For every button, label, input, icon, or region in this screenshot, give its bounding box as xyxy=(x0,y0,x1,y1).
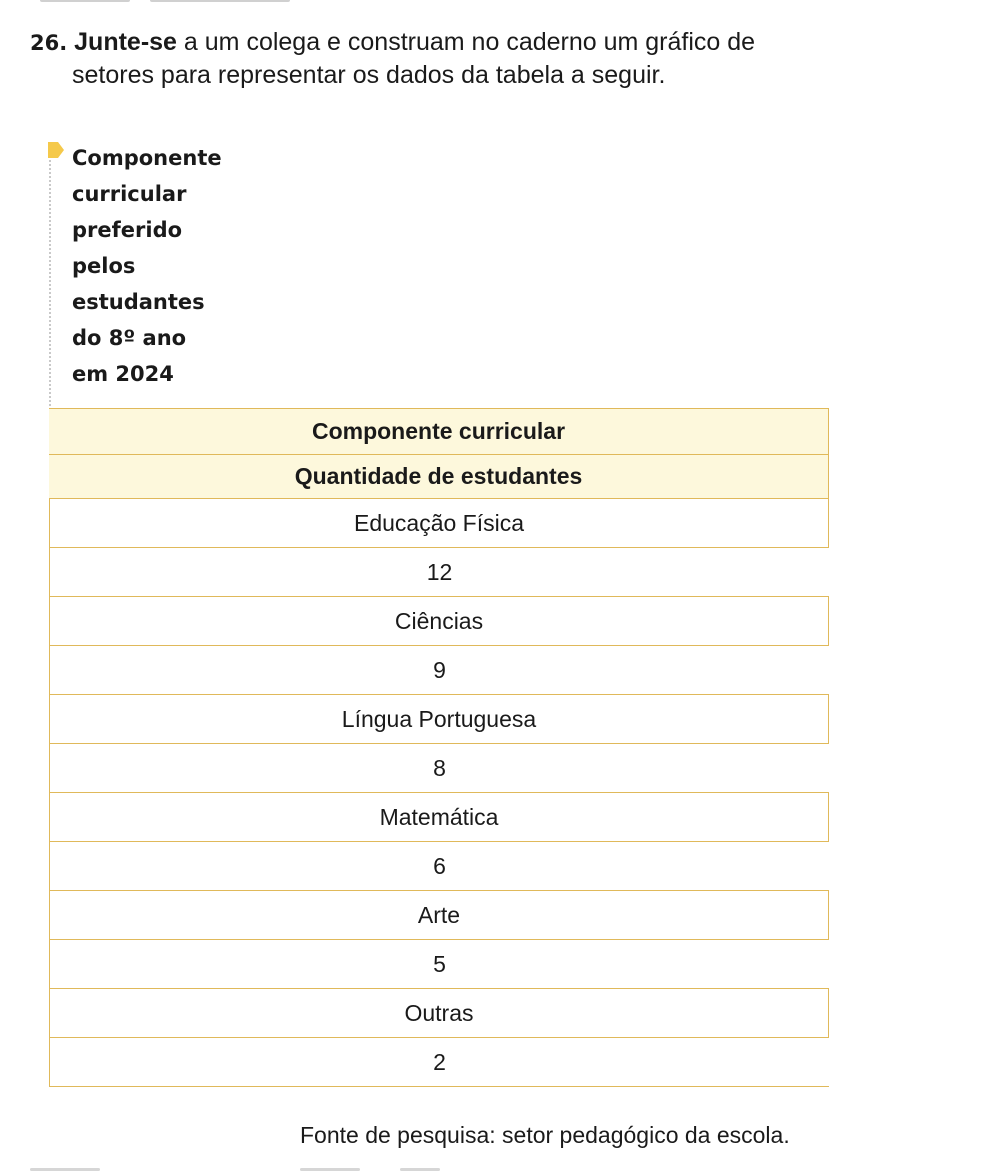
caption-line: preferido xyxy=(72,218,183,242)
exercise-number: 26. xyxy=(30,31,68,55)
exercise-line1-text: a um colega e construam no caderno um gráfico de xyxy=(176,28,756,56)
table-cell-quantidade: 12 xyxy=(49,547,829,596)
table-bottom-border xyxy=(49,1086,829,1087)
caption-divider xyxy=(49,160,51,410)
caption-title xyxy=(72,140,292,392)
table-cell-quantidade: 5 xyxy=(49,939,829,988)
table-cell-quantidade: 2 xyxy=(49,1037,829,1086)
table-cell-componente: Língua Portuguesa xyxy=(49,694,829,743)
exercise-lead-word: Junte-se xyxy=(74,28,177,56)
source-note: Fonte de pesquisa: setor pedagógico da escola. xyxy=(300,1122,790,1148)
caption-marker-icon xyxy=(46,140,66,160)
caption-line: estudantes xyxy=(72,290,205,314)
table-caption xyxy=(46,140,346,410)
exercise-line2-text: setores para representar os dados da tabela a seguir. xyxy=(72,61,666,89)
bottom-decoration xyxy=(0,1163,996,1169)
caption-line: pelos xyxy=(72,254,136,278)
table-cell-componente: Arte xyxy=(49,890,829,939)
table-cell-componente: Educação Física xyxy=(49,498,829,547)
table-cell-componente: Outras xyxy=(49,988,829,1037)
top-decoration xyxy=(0,0,996,4)
table-cell-quantidade: 9 xyxy=(49,645,829,694)
table-cell-quantidade: 8 xyxy=(49,743,829,792)
caption-line: Componente xyxy=(72,146,222,170)
caption-line: em 2024 xyxy=(72,362,174,386)
table-header-quantidade: Quantidade de estudantes xyxy=(49,454,829,498)
table-cell-componente: Ciências xyxy=(49,596,829,645)
caption-line: do 8º ano xyxy=(72,326,187,350)
table-header-componente: Componente curricular xyxy=(49,408,829,454)
exercise-statement xyxy=(30,26,930,91)
data-table xyxy=(49,408,829,1087)
table-cell-componente: Matemática xyxy=(49,792,829,841)
table-cell-quantidade: 6 xyxy=(49,841,829,890)
caption-line: curricular xyxy=(72,182,187,206)
